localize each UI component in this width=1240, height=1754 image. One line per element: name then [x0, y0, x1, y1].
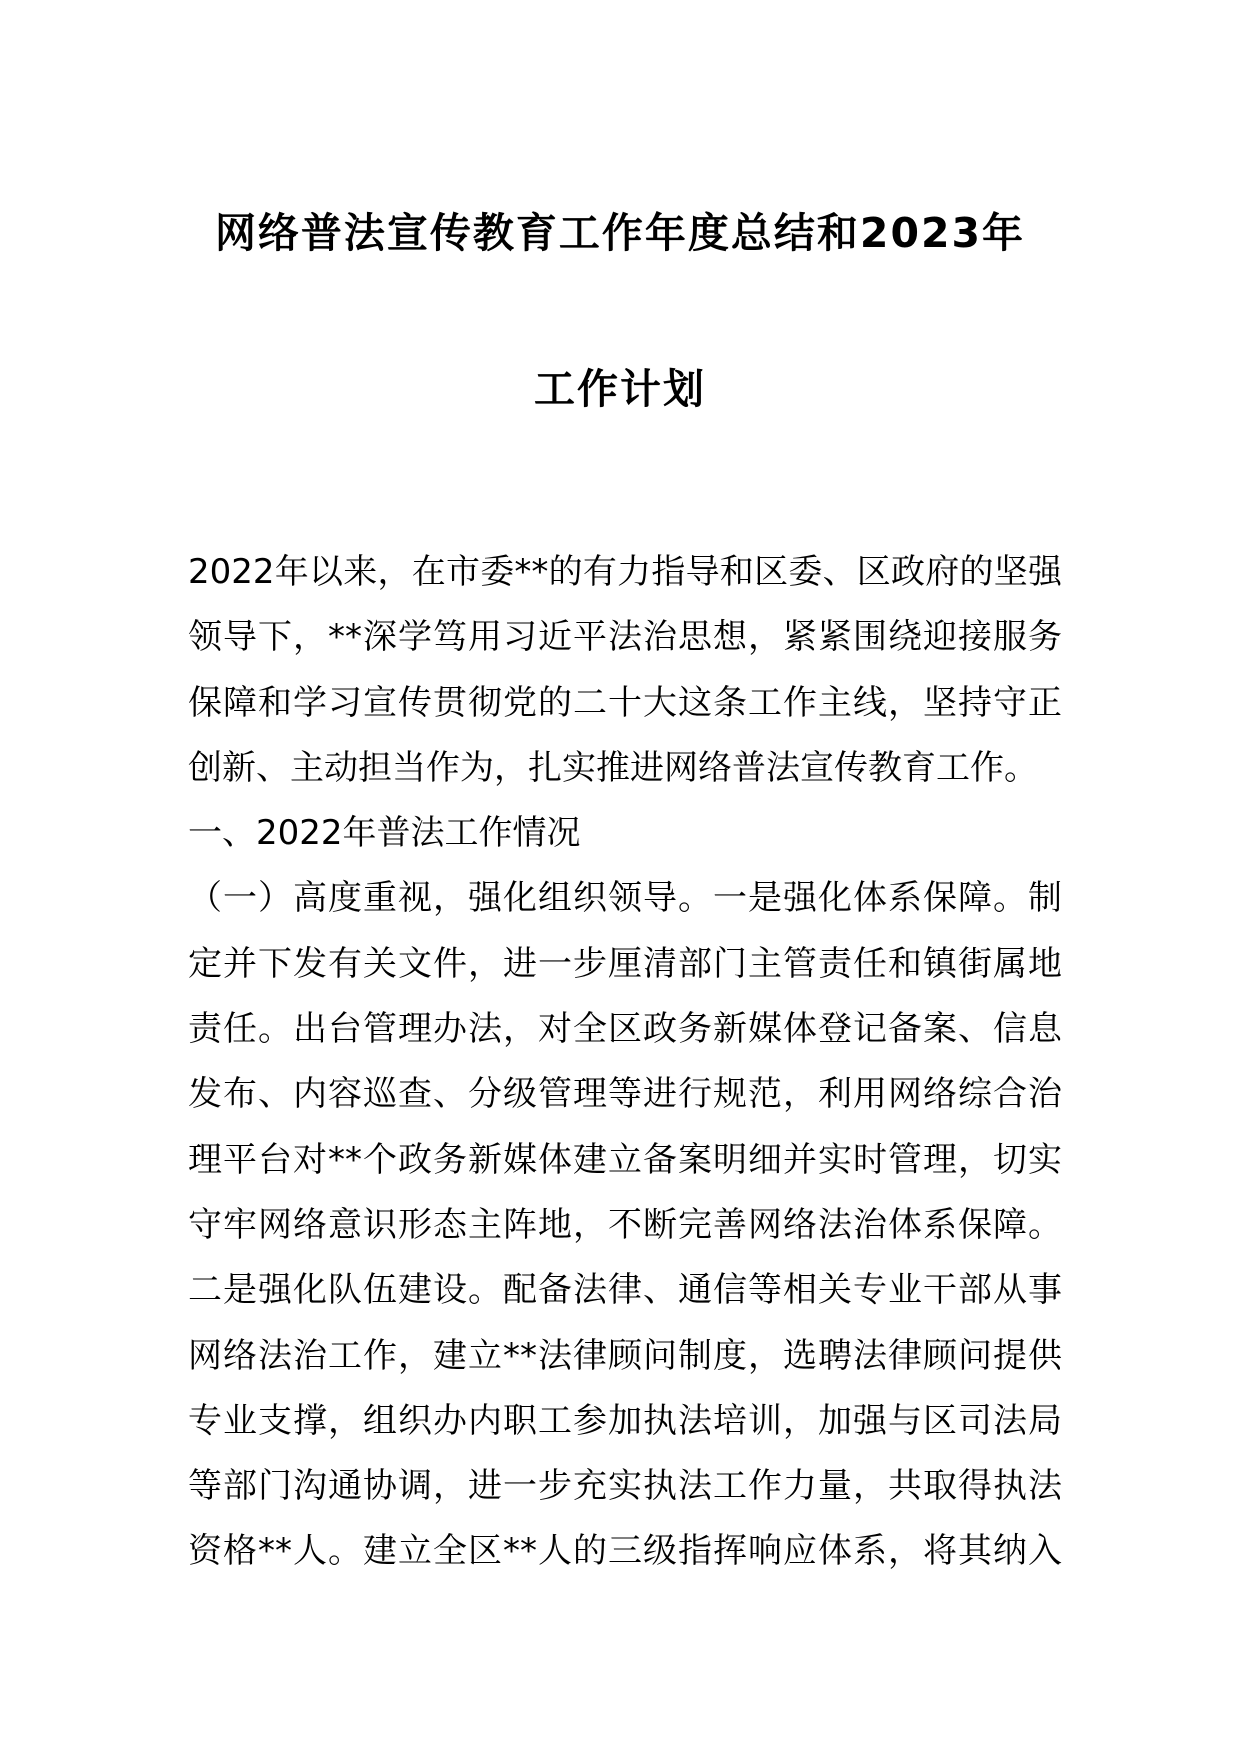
- body-line: 守牢网络意识形态主阵地，不断完善网络法治体系保障。: [188, 1204, 1062, 1245]
- body-line: 二是强化队伍建设。配备法律、通信等相关专业干部从事: [188, 1270, 1062, 1311]
- body-line: 定并下发有关文件，进一步厘清部门主管责任和镇街属地: [188, 943, 1062, 984]
- body-line: 网络法治工作，建立**法律顾问制度，选聘法律顾问提供: [188, 1335, 1062, 1376]
- body-line: 等部门沟通协调，进一步充实执法工作力量，共取得执法: [188, 1466, 1062, 1507]
- body-line: 发布、内容巡查、分级管理等进行规范，利用网络综合治: [188, 1074, 1062, 1115]
- body-line: 领导下，**深学笃用习近平法治思想，紧紧围绕迎接服务: [188, 617, 1062, 658]
- body-line: 资格**人。建立全区**人的三级指挥响应体系，将其纳入: [188, 1531, 1062, 1572]
- document-title-line-1: 网络普法宣传教育工作年度总结和2023年: [214, 209, 1026, 257]
- body-line: （一）高度重视，强化组织领导。一是强化体系保障。制: [188, 878, 1062, 919]
- body-line: 创新、主动担当作为，扎实推进网络普法宣传教育工作。: [188, 747, 1038, 788]
- section-heading: 一、2022年普法工作情况: [188, 813, 581, 854]
- document-body: [188, 540, 1062, 1585]
- document-title-line-2: 工作计划: [534, 365, 706, 413]
- body-line: 专业支撑，组织办内职工参加执法培训，加强与区司法局: [188, 1400, 1062, 1441]
- body-line: 责任。出台管理办法，对全区政务新媒体登记备案、信息: [188, 1009, 1062, 1050]
- body-line: 理平台对**个政务新媒体建立备案明细并实时管理，切实: [188, 1139, 1062, 1180]
- body-line: 2022年以来，在市委**的有力指导和区委、区政府的坚强: [188, 552, 1062, 592]
- body-line: 保障和学习宣传贯彻党的二十大这条工作主线，坚持守正: [188, 682, 1062, 723]
